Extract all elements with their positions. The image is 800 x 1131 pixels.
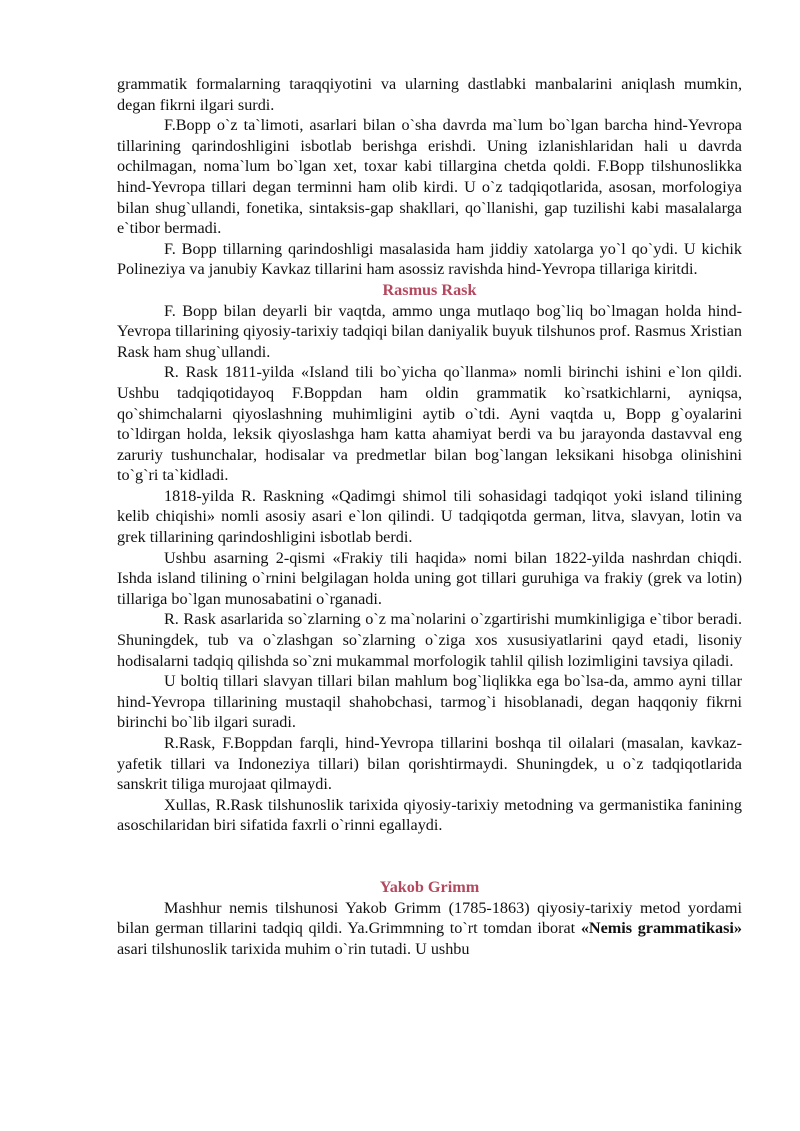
intro-paragraph-1: grammatik formalarning taraqqiyotini va ularning dastlabki manbalarini aniqlash mumkin, degan fikrni ilgari surdi. <box>117 75 742 114</box>
grimm-text-start: Mashhur nemis tilshunosi Yakob Grimm (1785-1863) qiyosiy-tarixiy metod yordami bilan german tillarini tadqiq qildi. Ya.Grimmning to`rt tomdan iborat <box>117 898 742 938</box>
grimm-text-end: asari tilshunoslik tarixida muhim o`rin tutadi. U ushbu <box>117 939 470 958</box>
section-spacer <box>117 836 742 877</box>
grimm-paragraph-1 <box>117 898 742 960</box>
intro-paragraph-2: F.Bopp o`z ta`limoti, asarlari bilan o`sha davrda ma`lum bo`lgan barcha hind-Yevropa tillarining qarindoshligini isbotlab berishga erishdi. Uning izlanishlaridan hali u davrda ochilmagan, noma`lum bo`lgan xet, toxar kabi tillargina chetda qoldi. F.Bopp tilshunoslikka hind-Yevropa tillari degan terminni ham olib kirdi. U o`z tadqiqotlarida, asosan, morfologiya bilan shug`ullandi, fonetika, sintaksis-gap shakllari, qo`llanishi, gap tuzilishi kabi masalalarga e`tibor bermadi. <box>117 116 742 238</box>
rask-paragraph-3: 1818-yilda R. Raskning «Qadimgi shimol tili sohasidagi tadqiqot yoki island tilining kelib chiqishi» nomli asosiy asari e`lon qilindi. U tadqiqotda german, litva, slavyan, lotin va grek tillarining qarindoshligini isbotlab berdi. <box>117 486 742 547</box>
section-heading-rasmus-rask: Rasmus Rask <box>382 280 477 299</box>
document-page <box>117 74 742 959</box>
bold-work-title: «Nemis grammatikasi» <box>580 919 742 938</box>
rask-paragraph-6: U boltiq tillari slavyan tillari bilan mahlum bog`liqlikka ega bo`lsa-da, ammo ayni tillar hind-Yevropa tillarining mustaqil shahobchasi, tarmog`i hisoblanadi, degan haqqoniy fikrni birinchi bo`lib ilgari suradi. <box>117 672 742 732</box>
rask-paragraph-7: R.Rask, F.Boppdan farqli, hind-Yevropa tillarini boshqa til oilalari (masalan, kavkaz-yafetik tillari va Indoneziya tillari) bilan qorishtirmaydi. Shuningdek, u o`z tadqiqotlarida sanskrit tiliga murojaat qilmaydi. <box>117 734 742 794</box>
intro-paragraph-3: F. Bopp tillarning qarindoshligi masalasida ham jiddiy xatolarga yo`l qo`ydi. U kichik Polineziya va janubiy Kavkaz tillarini ham asossiz ravishda hind-Yevropa tillariga kiritdi. <box>117 239 742 279</box>
rask-paragraph-5: R. Rask asarlarida so`zlarning o`z ma`nolarini o`zgartirishi mumkinligiga e`tibor beradi. Shuningdek, tub va o`zlashgan so`zlarning o`ziga xos xususiyatlarini qayd etadi, lisoniy hodisalarni tadqiq qilishda so`zni mukammal morfologik tahlil qilish lozimligini tavsiya qiladi. <box>117 610 742 670</box>
rask-paragraph-8: Xullas, R.Rask tilshunoslik tarixida qiyosiy-tarixiy metodning va germanistika fanining asoschilaridan biri sifatida faxrli o`rinni egallaydi. <box>117 795 742 835</box>
rask-paragraph-2: R. Rask 1811-yilda «Island tili bo`yicha qo`llanma» nomli birinchi ishini e`lon qildi. Ushbu tadqiqotidayoq F.Boppdan ham oldin grammatik ko`rsatkichlarni, ayniqsa, qo`shimchalarni qiyoslashning muhimligini aytib o`tdi. Ayni vaqtda u, Bopp g`oyalarini to`ldirgan holda, leksik qiyoslashga ham katta ahamiyat berdi va bu jarayonda dastavval eng zaruriy tushunchalar, hodisalar va predmetlar bilan bog`langan leksikani hisobga olinishini to`g`ri ta`kidladi. <box>117 363 742 485</box>
rask-paragraph-1: F. Bopp bilan deyarli bir vaqtda, ammo unga mutlaqo bog`liq bo`lmagan holda hind-Yevropa tillarining qiyosiy-tarixiy tadqiqi bilan daniyalik buyuk tilshunos prof. Rasmus Xristian Rask ham shug`ullandi. <box>117 301 742 361</box>
section-heading-yakob-grimm: Yakob Grimm <box>379 877 480 896</box>
rask-paragraph-4: Ushbu asarning 2-qismi «Frakiy tili haqida» nomi bilan 1822-yilda nashrdan chiqdi. Ishda island tilining o`rnini belgilagan holda uning got tillari guruhiga va frakiy (grek va lotin) tillariga bo`lgan munosabatini o`rganadi. <box>117 548 742 608</box>
